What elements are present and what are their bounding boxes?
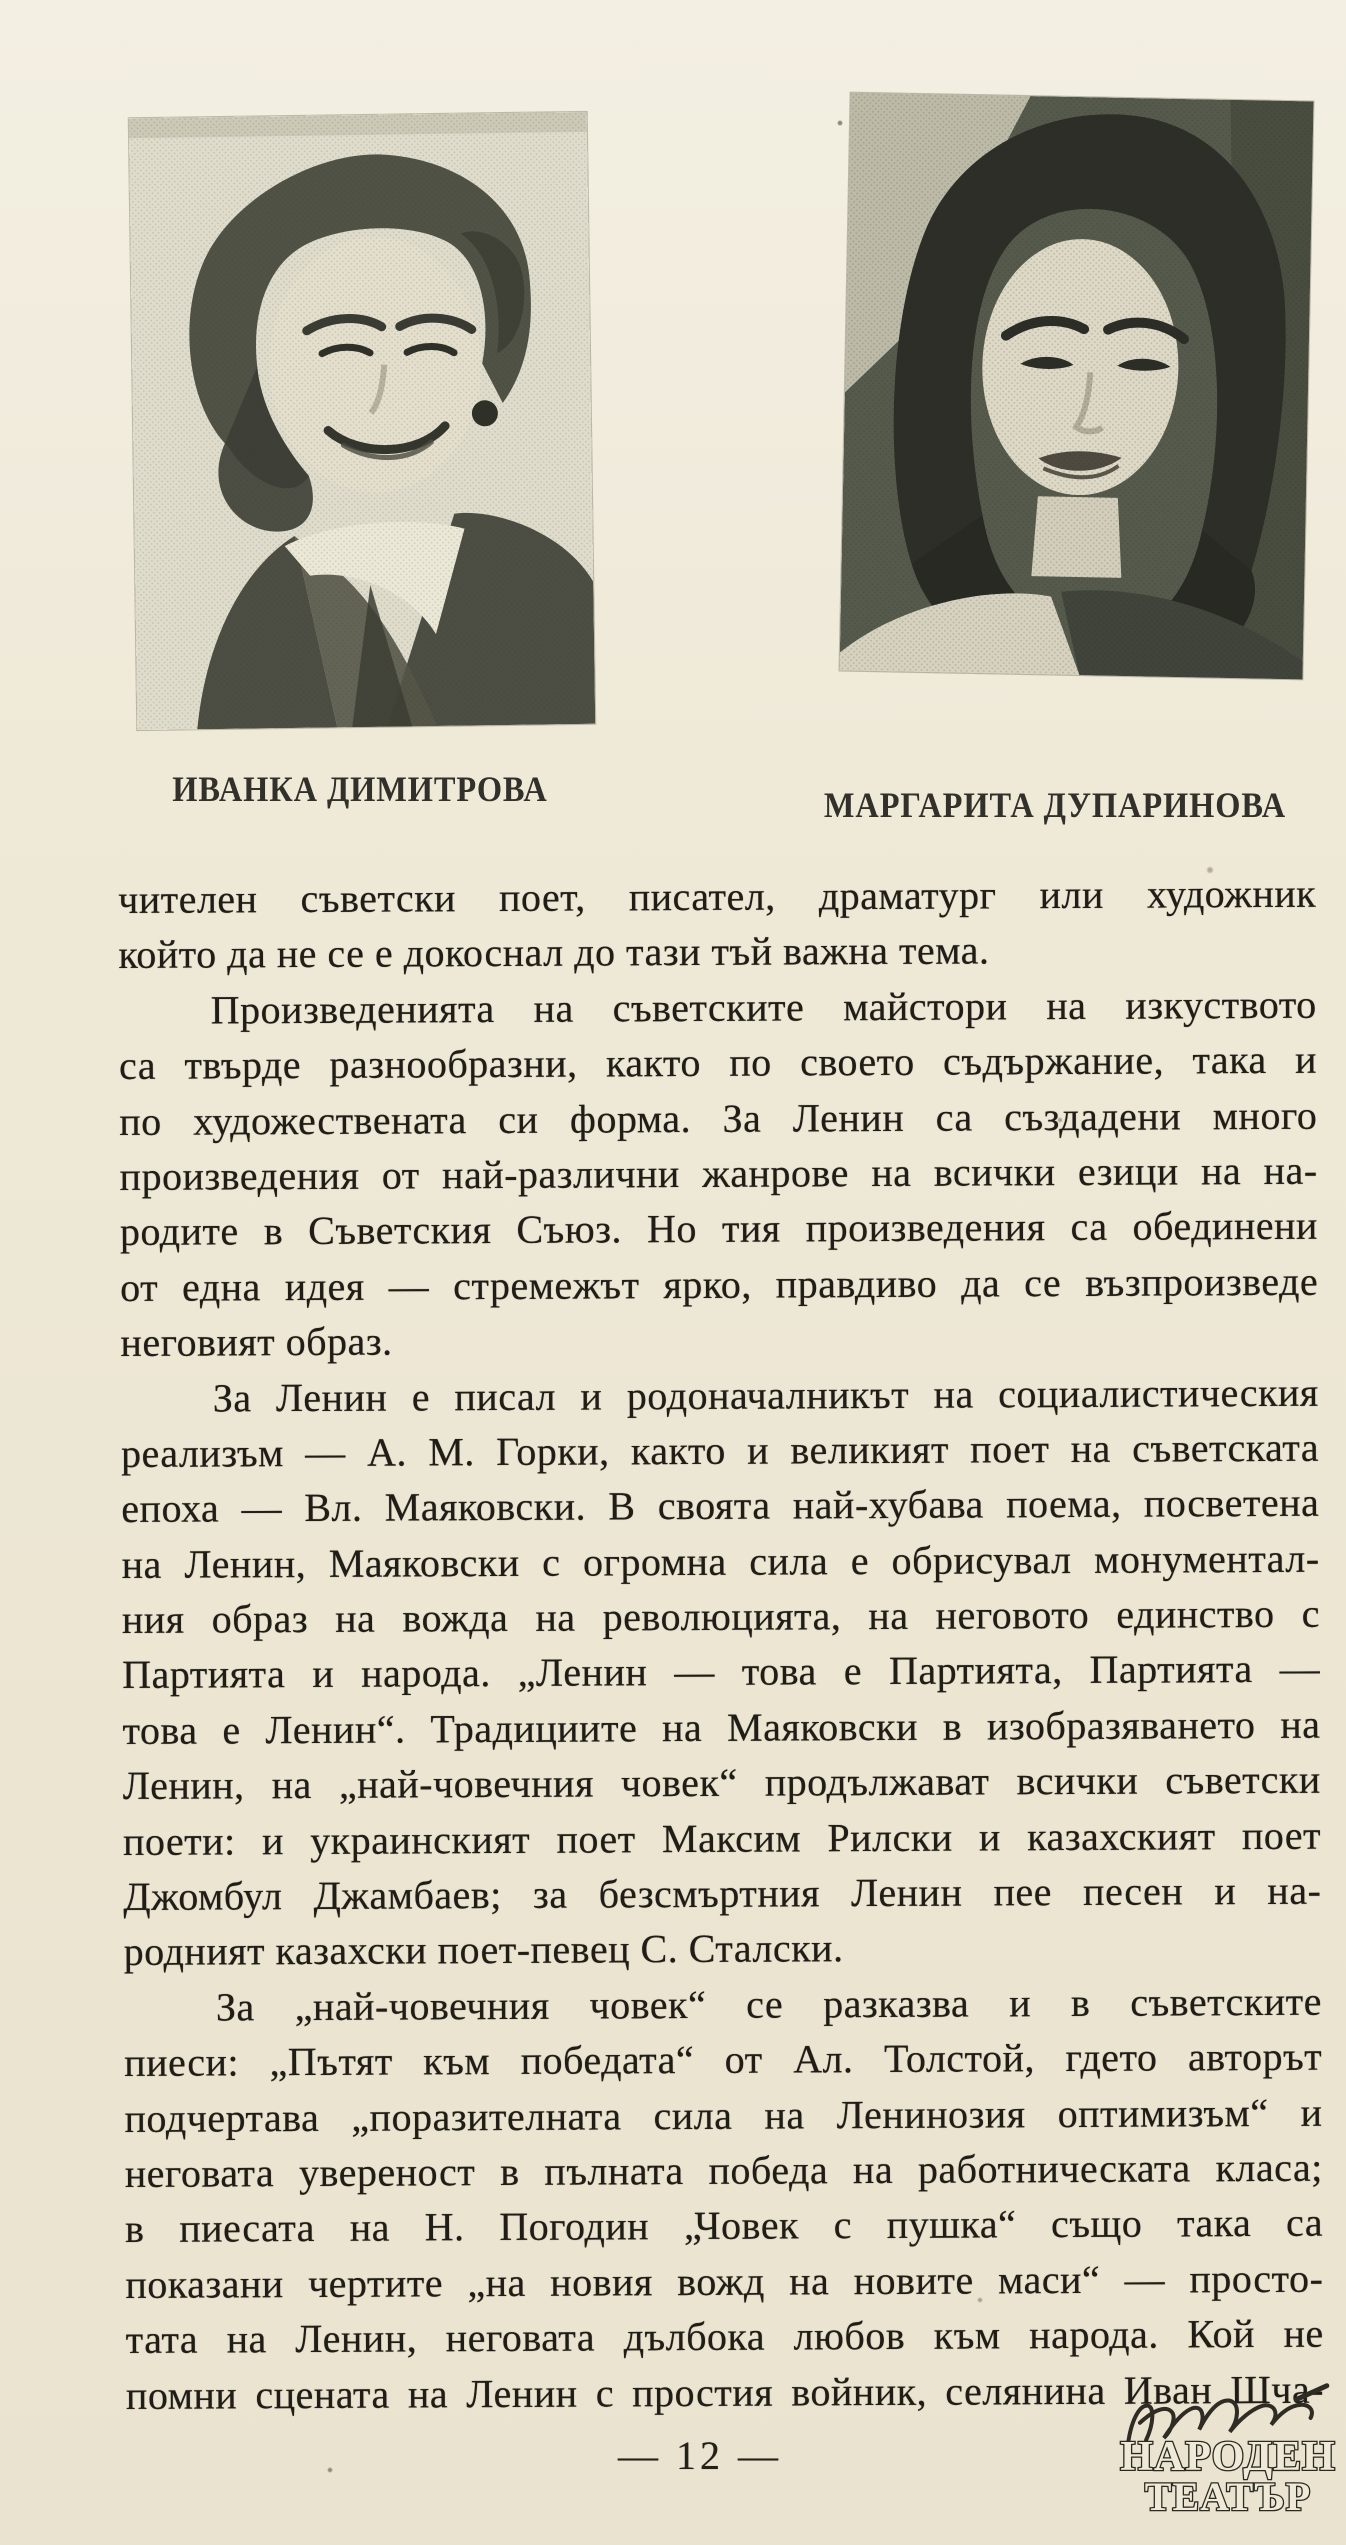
page-number: — 12 — (618, 2433, 782, 2478)
text-line: ния образ на вожда на революцията, на неговото единство с (121, 1590, 1321, 1643)
text-line: За Ленин е писал и родоначалникът на социалистическия (212, 1369, 1319, 1421)
text-line: в пиесата на Н. Погодин „Човек с пушка“ също така са (124, 2200, 1324, 2252)
text-line: произведения от най-различни жанрове на всички езици на на- (119, 1147, 1318, 1199)
text-line: За „най-човечния човек“ се разказва и в съветските (215, 1978, 1323, 2030)
body-text (118, 866, 1324, 2423)
text-line: Ленин, на „най-човечния човек“ продължават всички съветски (122, 1756, 1321, 1809)
portrait-photo-ivanka-dimitrova (129, 112, 596, 730)
text-line: Произведенията на съветските майстори на изкуството (210, 981, 1317, 1033)
theatre-stamp-graphic (1112, 2378, 1344, 2526)
text-line: показани чертите „на новия вожд на новите маси“ — просто- (125, 2255, 1324, 2307)
portrait-illustration-right (839, 93, 1313, 680)
text-line: поети: и украинският поет Максим Рилски и казахският поет (122, 1812, 1322, 1864)
text-line: Джомбул Джамбаев; за безсмъртния Ленин пее песен и на- (123, 1867, 1322, 1920)
text-line: родният казахски поет-певец С. Сталски. (123, 1925, 844, 1975)
text-line: от една идея — стремежът ярко, правдиво да се възпроизведе (120, 1258, 1319, 1310)
portrait-photo-margarita-duparinova (839, 93, 1313, 680)
photo-caption-right: МАРГАРИТА ДУПАРИНОВА (823, 785, 1287, 825)
text-line: чителен съветски поет, писател, драматург или художник (118, 870, 1317, 922)
text-line: по художествената си форма. За Ленин са създадени много (119, 1092, 1318, 1144)
text-line: родите в Съветския Съюз. Но тия произведения са обединени (119, 1203, 1318, 1255)
stamp-line1: НАРОДЕН (1120, 2434, 1336, 2480)
text-line: който да не се е докоснал до тази тъй важна тема. (118, 927, 990, 978)
theatre-stamp (1112, 2378, 1344, 2526)
text-line: пиеси: „Пътят към победата“ от Ал. Толстой, гдето авторът (124, 2033, 1323, 2086)
text-line: реализъм — А. М. Горки, както и великият поет на съветската (120, 1424, 1320, 1476)
photo-caption-left: ИВАНКА ДИМИТРОВА (172, 769, 548, 809)
text-line: Партията и народа. „Ленин — това е Партията, Партията — (122, 1646, 1321, 1698)
text-line: неговият образ. (120, 1318, 393, 1366)
text-line: са твърде разнообразни, както по своето съдържание, така и (118, 1036, 1318, 1089)
portrait-illustration-left (129, 112, 596, 730)
text-line: на Ленин, Маяковски с огромна сила е обрисувал монументал- (121, 1535, 1320, 1587)
text-line: епоха — Вл. Маяковски. В своята най-хубава поема, посветена (121, 1480, 1320, 1532)
stamp-line2: ТЕАТЪР (1144, 2474, 1312, 2519)
text-line: тата на Ленин, неговата дълбока любов към народа. Кой не (125, 2310, 1324, 2363)
text-line: помни сцената на Ленин с простия войник, селянина Иван Шча- (125, 2366, 1325, 2418)
text-line: подчертава „поразителната сила на Ленинозия оптимизъм“ и (124, 2089, 1323, 2141)
text-line: това е Ленин“. Традициите на Маяковски в изобразяването на (122, 1701, 1321, 1753)
text-line: неговата увереност в пълната победа на работническата класа; (124, 2144, 1323, 2196)
